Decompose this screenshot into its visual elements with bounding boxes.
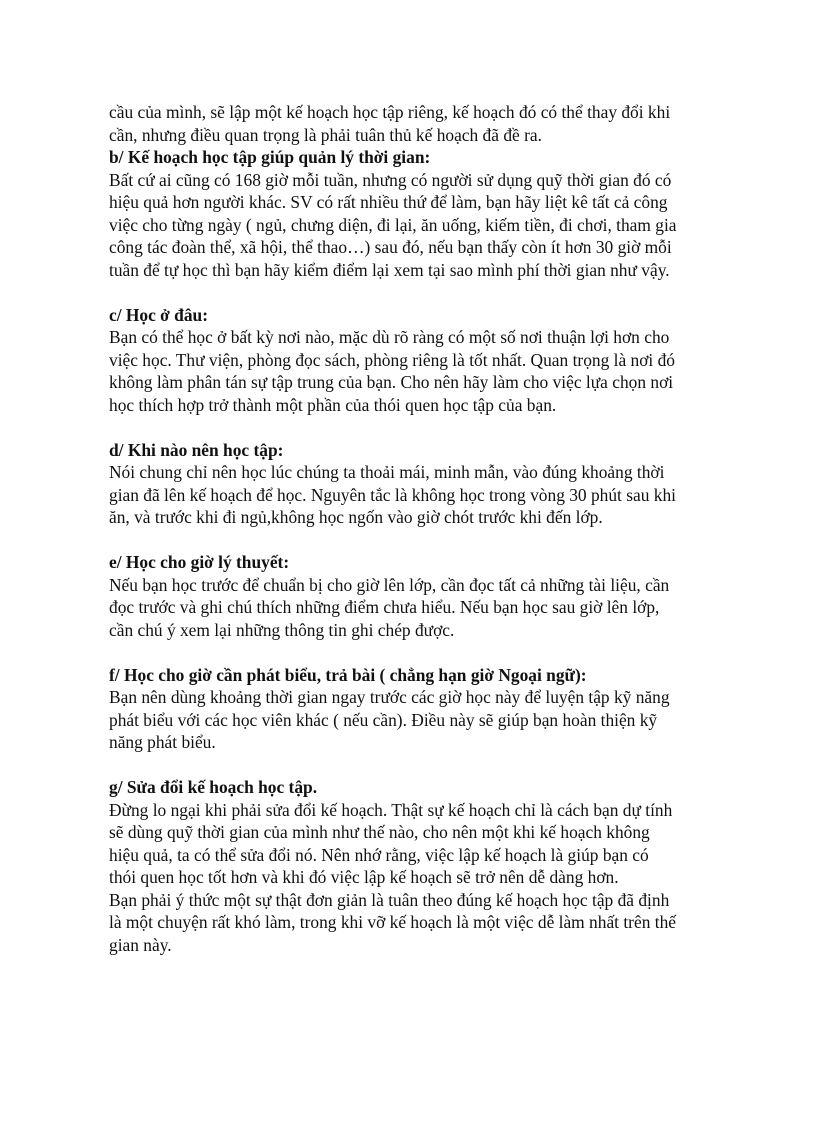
text-line: đọc trước và ghi chú thích những điểm chưa hiểu. Nếu bạn học sau giờ lên lớp, (109, 597, 660, 617)
section-e (109, 551, 723, 641)
text-line: ăn, và trước khi đi ngủ,không học ngốn vào giờ chót trước khi đến lớp. (109, 507, 603, 527)
section-heading: e/ Học cho giờ lý thuyết: (109, 552, 290, 572)
paragraph-spacer (109, 416, 723, 439)
text-line: hiệu quả hơn người khác. SV có rất nhiều thứ để làm, bạn hãy liệt kê tất cả công (109, 192, 668, 212)
text-line: Bạn phải ý thức một sự thật đơn giản là tuân theo đúng kế hoạch học tập đã định (109, 889, 670, 910)
section-heading: d/ Khi nào nên học tập: (109, 439, 284, 460)
text-line: công tác đoàn thể, xã hội, thể thao…) sau đó, nếu bạn thấy còn ít hơn 30 giờ mỗi (109, 237, 672, 257)
text-line: cần, nhưng điều quan trọng là phải tuân thủ kế hoạch đã đề ra. (109, 124, 542, 145)
text-line: năng phát biểu. (109, 732, 216, 752)
text-line: tuần để tự học thì bạn hãy kiểm điểm lại xem tại sao mình phí thời gian như vậy. (109, 259, 670, 280)
text-line: Nếu bạn học trước để chuẩn bị cho giờ lên lớp, cần đọc tất cả những tài liệu, cần (109, 574, 670, 595)
paragraph-spacer (109, 281, 723, 304)
paragraph-spacer (109, 529, 723, 552)
intro-paragraph (109, 101, 723, 146)
section-d (109, 439, 723, 529)
text-line: cầu của mình, sẽ lập một kế hoạch học tập riêng, kế hoạch đó có thể thay đổi khi (109, 102, 671, 122)
paragraph-spacer (109, 754, 723, 777)
text-line: Bất cứ ai cũng có 168 giờ mỗi tuần, nhưng có người sử dụng quỹ thời gian đó có (109, 169, 672, 190)
text-line: việc học. Thư viện, phòng đọc sách, phòng riêng là tốt nhất. Quan trọng là nơi đó (109, 349, 675, 370)
document-page (109, 101, 723, 956)
text-line: Bạn nên dùng khoảng thời gian ngay trước các giờ học này để luyện tập kỹ năng (109, 687, 670, 707)
text-line: là một chuyện rất khó làm, trong khi vỡ kế hoạch là một việc dễ làm nhất trên thế (109, 912, 676, 932)
section-heading: f/ Học cho giờ cần phát biểu, trả bài ( chẳng hạn giờ Ngoại ngữ): (109, 664, 587, 685)
text-line: sẽ dùng quỹ thời gian của mình như thế nào, cho nên một khi kế hoạch không (109, 822, 650, 842)
section-b (109, 146, 723, 281)
text-line: không làm phân tán sự tập trung của bạn. Cho nên hãy làm cho việc lựa chọn nơi (109, 372, 674, 392)
text-line: gian này. (109, 934, 172, 955)
text-line: việc cho từng ngày ( ngủ, chưng diện, đi lại, ăn uống, kiếm tiền, đi chơi, tham gia (109, 214, 677, 235)
section-heading: c/ Học ở đâu: (109, 304, 208, 325)
text-line: gian đã lên kế hoạch để học. Nguyên tắc là không học trong vòng 30 phút sau khi (109, 484, 676, 505)
text-line: Đừng lo ngại khi phải sửa đổi kế hoạch. Thật sự kế hoạch chỉ là cách bạn dự tính (109, 799, 673, 820)
section-heading: g/ Sửa đổi kế hoạch học tập. (109, 777, 318, 797)
section-c (109, 304, 723, 417)
section-heading: b/ Kế hoạch học tập giúp quản lý thời gian: (109, 147, 431, 167)
text-line: học thích hợp trở thành một phần của thói quen học tập của bạn. (109, 394, 557, 415)
paragraph-spacer (109, 641, 723, 664)
text-line: Nói chung chỉ nên học lúc chúng ta thoải mái, minh mẫn, vào đúng khoảng thời (109, 462, 665, 482)
text-line: hiệu quả, ta có thể sửa đổi nó. Nên nhớ rằng, việc lập kế hoạch là giúp bạn có (109, 844, 649, 865)
section-f (109, 664, 723, 754)
text-line: thói quen học tốt hơn và khi đó việc lập kế hoạch sẽ trở nên dễ dàng hơn. (109, 867, 619, 887)
text-line: cần chú ý xem lại những thông tin ghi chép được. (109, 619, 455, 640)
text-line: Bạn có thể học ở bất kỳ nơi nào, mặc dù rõ ràng có một số nơi thuận lợi hơn cho (109, 327, 670, 347)
section-g (109, 776, 723, 956)
text-line: phát biểu với các học viên khác ( nếu cần). Điều này sẽ giúp bạn hoàn thiện kỹ (109, 709, 658, 730)
